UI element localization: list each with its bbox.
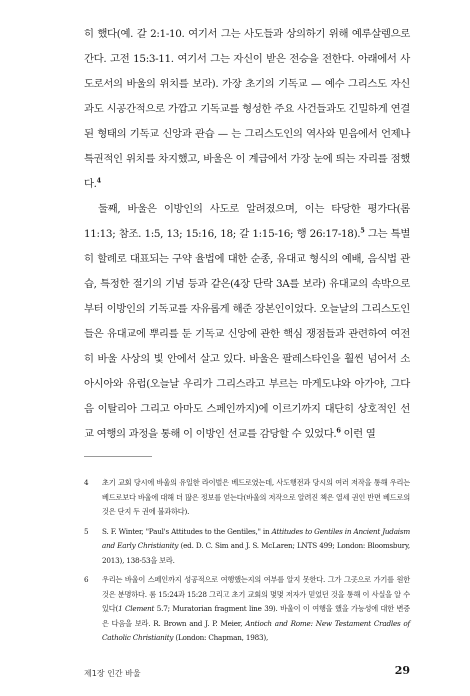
footnote-6 [84, 573, 410, 646]
footnote-divider [84, 456, 152, 457]
footnote-text-a: 우리는 바울이 스페인까지 성공적으로 여행했는지의 여부를 알지 못한다. 그가 그곳으로 가기를 원한 것은 분명하다. 롬 15:24과 15:28 그리고 초기 교회의 몇몇 저자가 믿었던 것을 통해 이 사실을 알 수 있다( [102, 575, 410, 613]
footnote-number: 6 [84, 575, 89, 584]
footnote-text-a: S. F. Winter, "Paul's Attitudes to the Gentiles," in [102, 526, 272, 536]
paragraph-2-text-a: 둘째, 바울은 이방인의 사도로 알려졌으며, 이는 타당한 평가다(롬 11:13; 참조. 1:5, 13; 15:16, 18; 갈 1:15-16; 행 26:17-18). [84, 203, 410, 240]
paragraph-1-text: 히 했다(예. 갈 2:1-10. 여기서 그는 사도들과 상의하기 위해 예루살렘으로 간다. 고전 15:3-11. 여기서 그는 자신이 받은 전승을 전한다. 아래에서 사도로서의 바울의 위치를 보라). 가장 초기의 기독교 — 예수 그리스도 자신과도 시공간적으로 가깝고 기독교를 형성한 주요 사건들과도 긴밀하게 연결된 형태의 기독교 신앙과 관습 — 는 그리스도인의 역사와 믿음에서 언제나 특권적인 위치를 차지했고, 바울은 이 계급에서 가장 눈에 띄는 자리를 점했다. [84, 28, 410, 190]
paragraph-1 [84, 22, 410, 197]
main-text [84, 22, 410, 447]
paragraph-2-text-c: 이런 열 [340, 428, 376, 440]
page-number: 29 [394, 664, 410, 677]
footnote-book-title: Antioch and Rome: New Testament Cradles of Catholic Christianity [102, 618, 410, 642]
running-footer-chapter: 제1장 인간 바울 [84, 669, 141, 678]
footnote-text-c: (London: Chapman, 1983), [173, 633, 269, 642]
footnote-text-b: (ed. D. C. Sim and J. S. McLaren; LNTS 499; London: Bloomsbury, 2013), 138-53을 보라. [102, 541, 410, 565]
footnote-ref-6[interactable]: 6 [336, 426, 341, 435]
footnote-text [102, 525, 410, 569]
footnote-ref-4[interactable]: 4 [96, 176, 101, 185]
footnote-book-title: Attitudes to Gentiles in Ancient Judaism and Early Christianity [102, 526, 410, 550]
paragraph-2 [84, 197, 410, 447]
footnote-number: 5 [84, 526, 89, 536]
footnote-ref-5[interactable]: 5 [360, 226, 365, 235]
footnote-text: 초기 교회 당시에 바울의 유일한 라이벌은 베드로였는데, 사도행전과 당시의 여러 저작을 통해 우리는 베드로보다 바울에 대해 더 많은 정보를 얻는다(바울의 저작으로 알려진 책은 열세 권인 반면 베드로의 것은 단지 두 권에 불과하다). [102, 478, 410, 516]
footnote-4 [84, 476, 410, 520]
footnote-number: 4 [84, 478, 89, 487]
footnotes [84, 476, 410, 651]
paragraph-2-text-b: 그는 특별히 할례로 대표되는 구약 율법에 대한 순종, 유대교 형식의 예배, 음식법 관습, 특정한 절기의 기념 등과 같은(4장 단락 3A를 보라) 유대교의 속박으로부터 이방인의 기독교를 자유롭게 해준 장본인이었다. 오늘날의 그리스도인들은 유대교에 뿌리를 둔 기독교 신앙에 관한 핵심 쟁점들과 관련하여 여전히 바울 사상의 빛 안에서 살고 있다. 바울은 팔레스타인을 훨씬 넘어서 소아시아와 유럽(오늘날 우리가 그리스라고 부르는 마게도냐와 아가야, 그다음 이탈리아 그리고 아마도 스페인까지)에 이르기까지 대단히 상호적인 선교 여행의 과정을 통해 이 이방인 선교를 감당할 수 있었다. [84, 228, 411, 440]
footnote-5 [84, 525, 410, 569]
footnote-book-title: 1 Clement [118, 604, 155, 613]
footnote-text [102, 573, 410, 646]
footnote-text-b: 5.7; Muratorian fragment line 39). 바울이 이 여행을 했을 가능성에 대한 변증은 다음을 보라. R. Brown and J. P. Meier, [102, 604, 410, 628]
